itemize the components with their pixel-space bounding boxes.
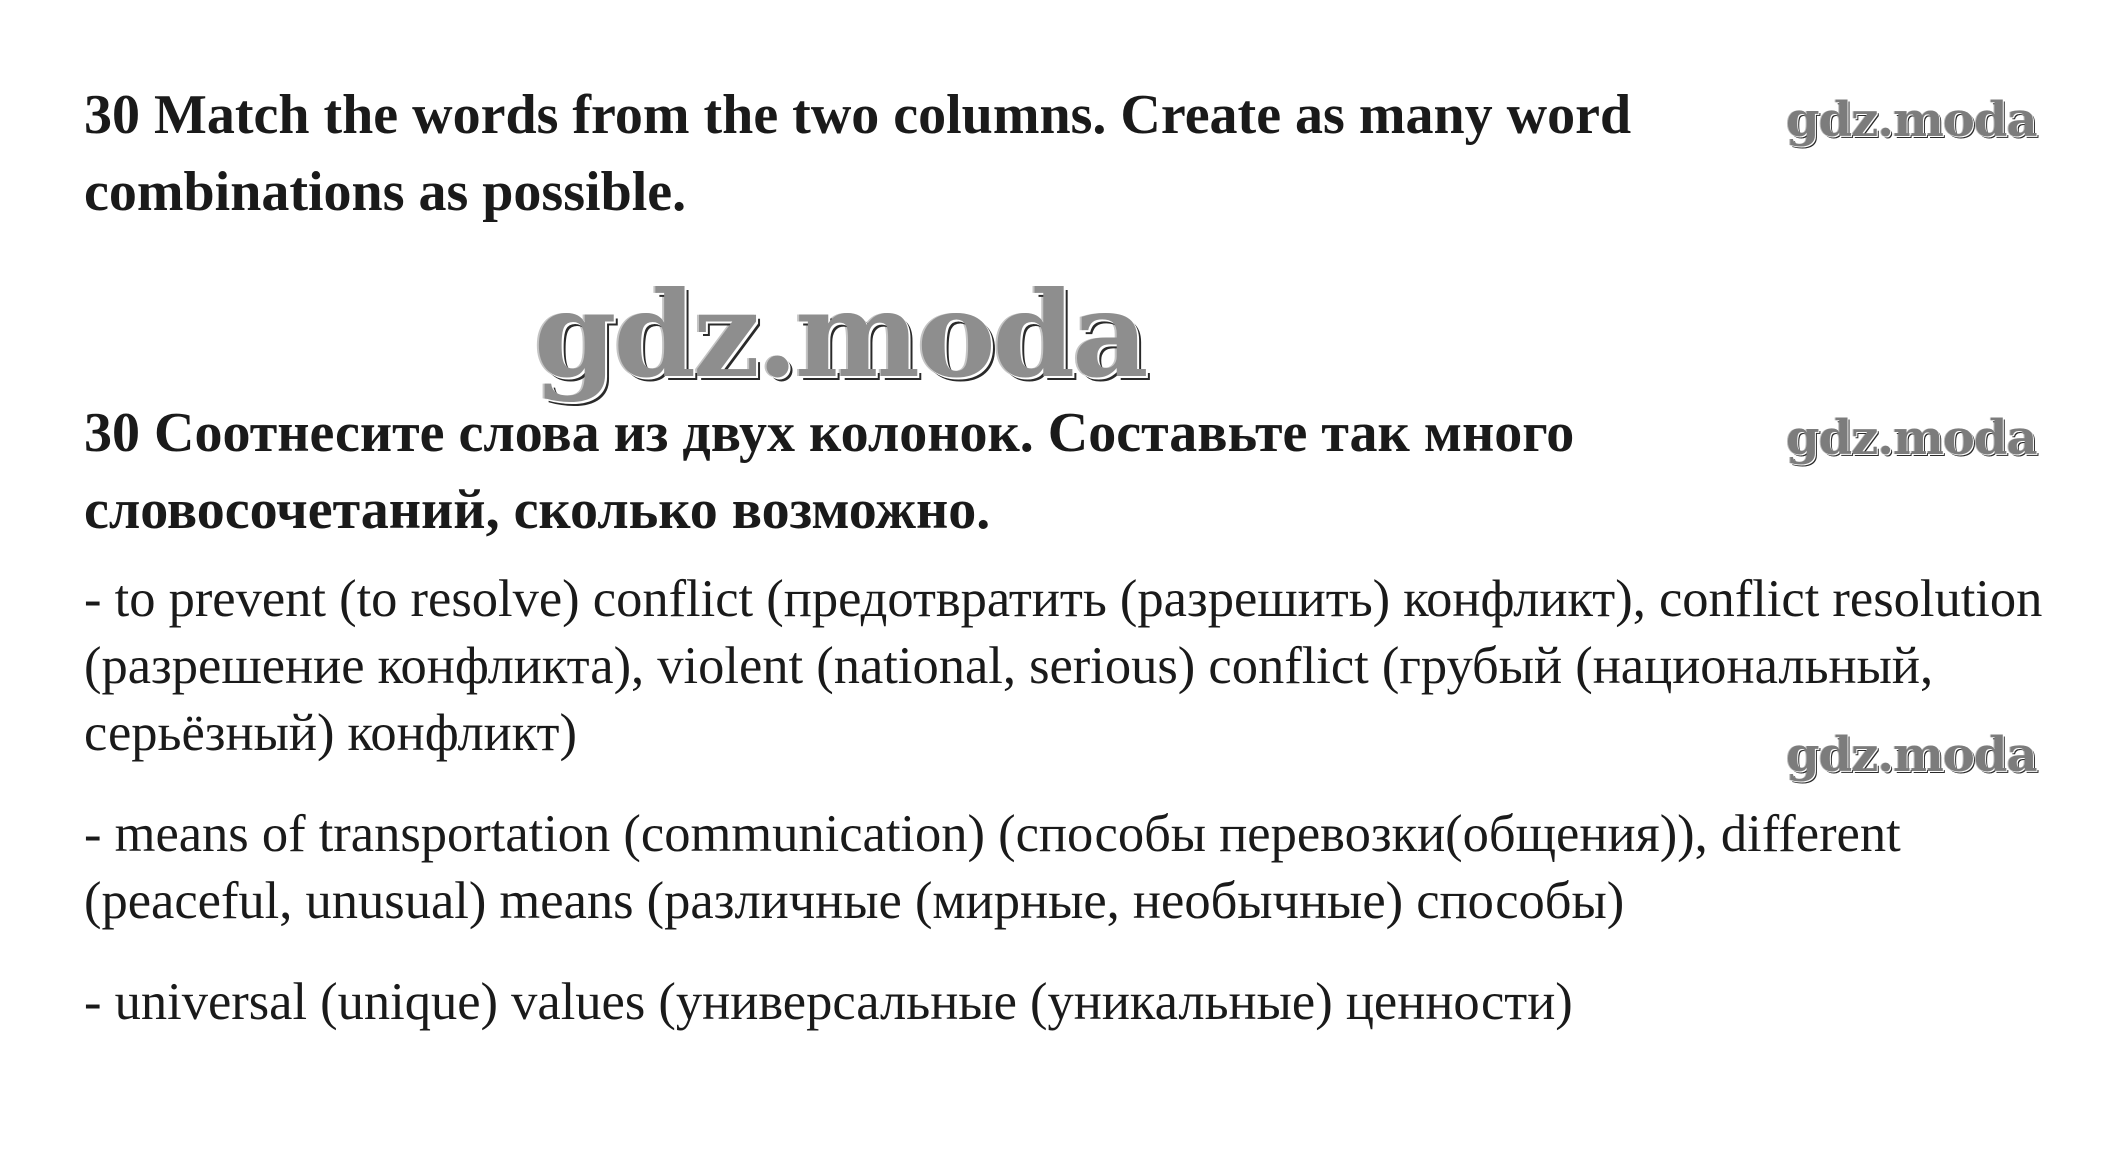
answer-item-conflict: - to prevent (to resolve) conflict (предотвратить (разрешить) конфликт), conflict resolution (разрешение конфликта), violent (national, serious) conflict (грубый (национальный, серьёзный) конфликт): [84, 570, 2043, 762]
task-heading-russian: 30 Соотнесите слова из двух колонок. Составьте так много словосочетаний, сколько возможно.: [84, 402, 1575, 541]
answer-item-values: - universal (unique) values (универсальные (уникальные) ценности): [84, 973, 1573, 1031]
watermark-logo: gdz.moda: [1786, 410, 2037, 466]
watermark-logo: gdz.moda: [1786, 727, 2037, 783]
answer-list: [84, 566, 2044, 1070]
task-heading-english: 30 Match the words from the two columns. Create as many word combinations as possible.: [84, 84, 1632, 223]
answer-item-means: - means of transportation (communication) (способы перевозки(общения)), different (peaceful, unusual) means (различные (мирные, необычные) способы): [84, 805, 1901, 930]
watermark-logo-large: gdz.moda: [534, 265, 1146, 404]
watermark-logo: gdz.moda: [1786, 92, 2037, 148]
